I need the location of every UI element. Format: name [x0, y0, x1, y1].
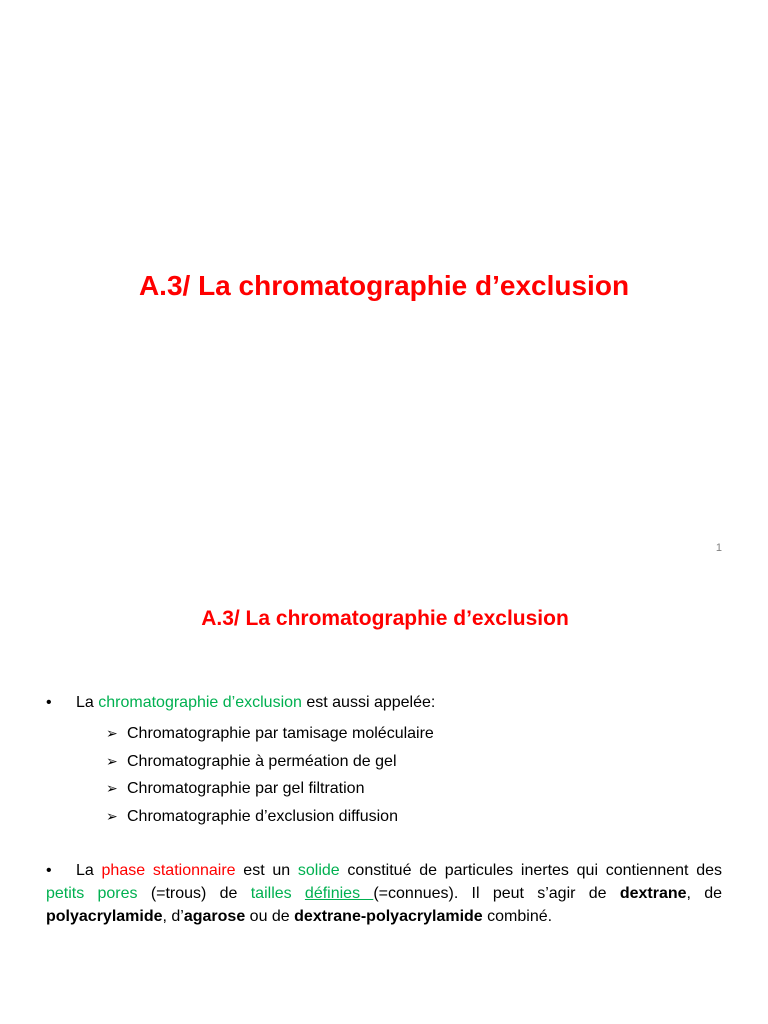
agarose-term: agarose: [183, 908, 246, 925]
list-item: [106, 720, 434, 748]
solid-term: solide: [297, 862, 340, 879]
bullet-item-2: [46, 859, 722, 928]
bullet-marker: •: [46, 694, 52, 711]
bullet-item-1: [46, 692, 435, 714]
list-item: [106, 803, 434, 831]
bullet-1-lead: La: [76, 694, 99, 711]
sub-list: [106, 720, 434, 830]
list-item-label: Chromatographie à perméation de gel: [127, 752, 397, 770]
bullet-marker: •: [46, 862, 52, 879]
arrow-icon: ➢: [106, 725, 118, 741]
text-run: , de: [686, 885, 723, 902]
list-item-label: Chromatographie par gel filtration: [127, 780, 365, 797]
text-run: (=trous) de: [137, 885, 251, 902]
dextran-polyacrylamide-term: dextrane-polyacrylamide: [294, 908, 483, 925]
stationary-phase-term: phase stationnaire: [101, 862, 236, 879]
page-number: 1: [715, 542, 722, 554]
text-run: ou de: [245, 908, 295, 925]
text-run: constitué de particules inertes qui contiennent des: [339, 862, 722, 879]
slide-2: [0, 570, 768, 1024]
text-run: La: [76, 862, 102, 879]
text-run: est un: [235, 862, 298, 879]
bullet-1-rest: est aussi appelée:: [301, 694, 436, 711]
arrow-icon: ➢: [106, 780, 118, 796]
arrow-icon: ➢: [106, 807, 118, 824]
list-item-label: Chromatographie par tamisage moléculaire: [127, 725, 434, 742]
small-pores-term: petits pores: [46, 885, 138, 902]
slide-2-title: A.3/ La chromatographie d’exclusion: [201, 607, 569, 630]
slide-1-title: A.3/ La chromatographie d’exclusion: [138, 270, 630, 301]
polyacrylamide-term: polyacrylamide: [46, 908, 163, 925]
sizes-term: tailles: [250, 885, 292, 902]
text-run: (=connues). Il peut s’agir de: [373, 885, 620, 902]
defined-term: définies: [304, 885, 374, 902]
bullet-1-term: chromatographie d’exclusion: [98, 694, 302, 711]
text-run: [292, 885, 305, 902]
list-item: [106, 748, 434, 776]
list-item: [106, 775, 434, 803]
dextran-term: dextrane: [619, 885, 687, 902]
arrow-icon: ➢: [106, 752, 118, 769]
text-run: combiné.: [482, 908, 553, 925]
text-run: , d’: [162, 908, 184, 925]
list-item-label: Chromatographie d’exclusion diffusion: [127, 807, 398, 825]
